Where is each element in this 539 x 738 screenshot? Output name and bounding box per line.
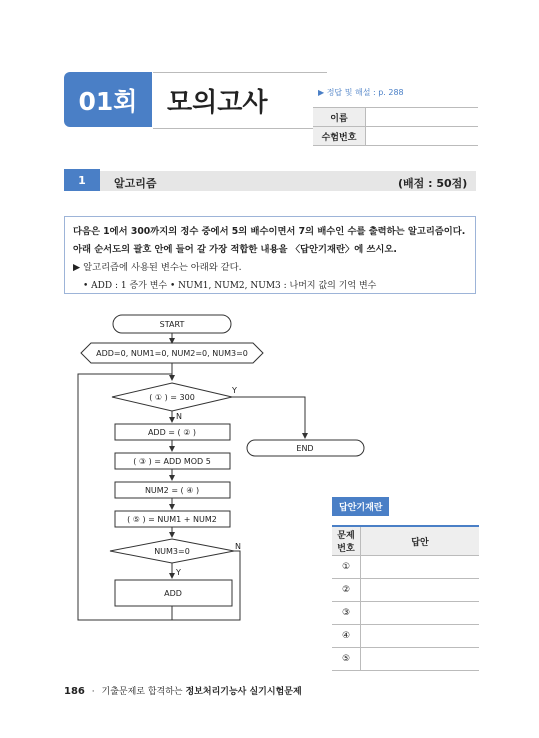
page-title: 모의고사: [153, 72, 327, 129]
answer-row: [332, 602, 479, 625]
answer-header: 답안: [361, 526, 480, 556]
name-label: 이름: [313, 108, 366, 127]
output-label: ADD: [164, 589, 182, 598]
cond2-yes-label: Y: [176, 568, 181, 577]
answer-row: [332, 648, 479, 671]
section-number: 1: [64, 169, 100, 191]
answer-number: ④: [332, 625, 361, 648]
footer-separator: ·: [91, 687, 95, 697]
answer-number-header: [332, 526, 361, 556]
exam-number-label: 수험번호: [313, 127, 366, 146]
end-label: END: [296, 444, 314, 453]
step1-label: ADD = ( ② ): [147, 428, 197, 437]
answer-field[interactable]: [361, 579, 480, 602]
answer-number-header-line1: 문제: [337, 531, 355, 541]
page-number: 186: [64, 686, 85, 697]
cond2-label: NUM3=0: [154, 547, 190, 556]
answer-row: [332, 625, 479, 648]
question-line-4: • ADD : 1 증가 변수 • NUM1, NUM2, NUM3 : 나머지 값의 기억 변수: [83, 281, 377, 291]
answer-field[interactable]: [361, 602, 480, 625]
cond1-no-label: N: [176, 412, 182, 421]
step2-label: ( ③ ) = ADD MOD 5: [133, 457, 211, 466]
answer-field[interactable]: [361, 556, 480, 579]
answer-section-label: 답안기재란: [332, 497, 389, 516]
answer-reference: ▶ 정답 및 해설 : p. 288: [318, 88, 404, 97]
cond1-label: ( ① ) = 300: [149, 393, 195, 402]
answer-number: ③: [332, 602, 361, 625]
question-line-1: 다음은 1에서 300까지의 정수 중에서 5의 배수이면서 7의 배수인 수를 출력하는 알고리즘이다.: [73, 226, 466, 237]
question-line-2: 아래 순서도의 괄호 안에 들어 갈 가장 적합한 내용을 〈답안기재란〉에 쓰시오.: [73, 244, 397, 255]
answer-row: [332, 579, 479, 602]
cond2-no-label: N: [235, 542, 241, 551]
round-badge: 01회: [64, 72, 152, 127]
start-label: START: [159, 320, 185, 329]
answer-field[interactable]: [361, 625, 480, 648]
answer-row: [332, 556, 479, 579]
step4-label: ( ⑤ ) = NUM1 + NUM2: [127, 515, 217, 524]
section-title: 알고리즘: [114, 177, 157, 190]
init-label: ADD=0, NUM1=0, NUM2=0, NUM3=0: [96, 349, 248, 358]
question-line-3: ▶ 알고리즘에 사용된 변수는 아래와 같다.: [73, 262, 242, 273]
page-footer: [64, 684, 302, 697]
section-score: (배점 : 50점): [398, 177, 468, 190]
answer-number: ①: [332, 556, 361, 579]
footer-book-title: 정보처리기능사 실기시험문제: [185, 687, 302, 697]
answer-number-header-line2: 번호: [337, 544, 355, 554]
answer-number: ⑤: [332, 648, 361, 671]
answer-number: ②: [332, 579, 361, 602]
answer-field[interactable]: [361, 648, 480, 671]
footer-text-1: 기출문제로 합격하는: [101, 687, 183, 697]
answer-table: [332, 525, 479, 671]
cond1-yes-label: Y: [232, 386, 237, 395]
step3-label: NUM2 = ( ④ ): [144, 486, 200, 495]
